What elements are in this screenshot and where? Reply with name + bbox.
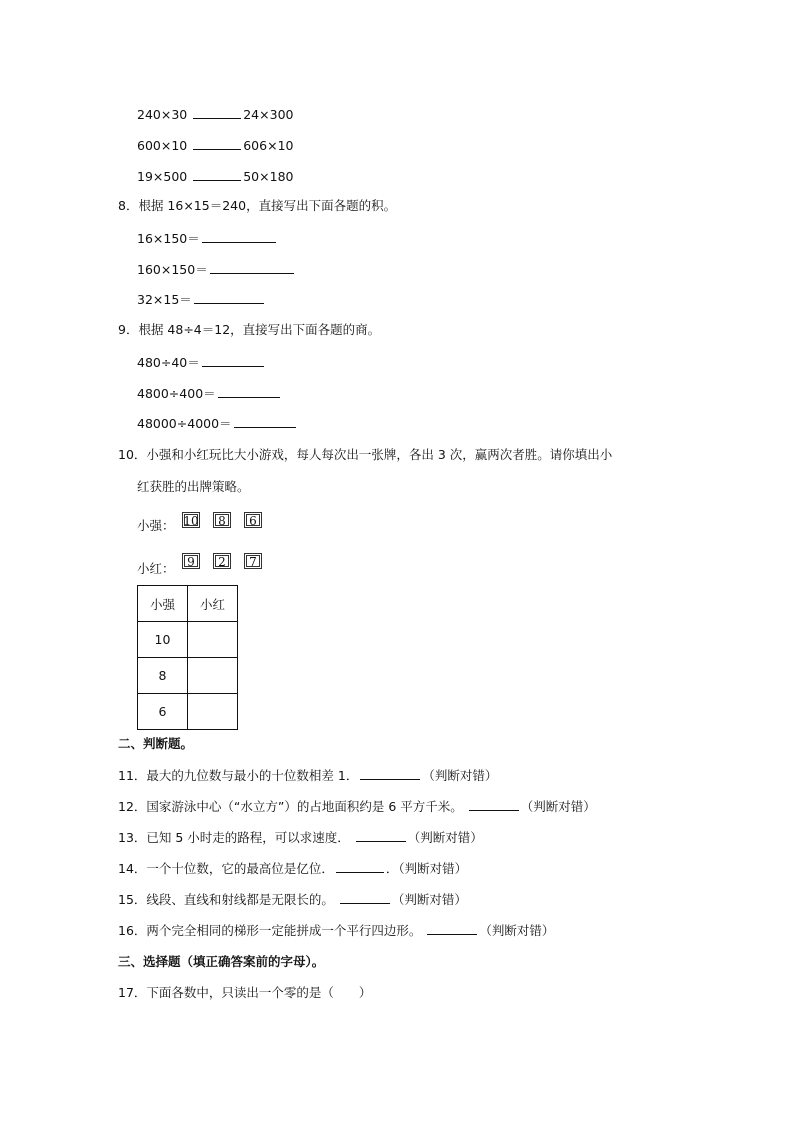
question-8-prompt: 8．根据 16×15＝240，直接写出下面各题的积。 bbox=[118, 198, 397, 213]
xiaohong-card: 9 bbox=[182, 553, 200, 569]
judgement-text: 11．最大的九位数与最小的十位数相差 1． bbox=[118, 768, 359, 783]
answer-blank[interactable] bbox=[193, 106, 241, 119]
comparison-row bbox=[137, 106, 293, 123]
judgement-item bbox=[118, 798, 596, 815]
answer-blank[interactable] bbox=[427, 922, 477, 935]
table-row bbox=[138, 694, 238, 730]
table-answer-cell[interactable] bbox=[188, 622, 238, 658]
judgement-suffix: （判断对错） bbox=[391, 892, 467, 907]
q9-item bbox=[137, 415, 298, 432]
section-3-title: 三、选择题（填正确答案前的字母）。 bbox=[118, 954, 325, 969]
table-row bbox=[138, 622, 238, 658]
answer-blank[interactable] bbox=[469, 798, 519, 811]
question-17: 17．下面各数中，只读出一个零的是（ ） bbox=[118, 985, 372, 1000]
q9-item-text: 48000÷4000＝ bbox=[137, 416, 232, 431]
comparison-right: 24×300 bbox=[243, 107, 294, 122]
answer-blank[interactable] bbox=[202, 230, 276, 243]
q8-item bbox=[137, 261, 296, 278]
xiaohong-label: 小红： bbox=[137, 561, 175, 576]
xiaoqiang-label: 小强： bbox=[137, 518, 175, 533]
comparison-right: 606×10 bbox=[243, 138, 294, 153]
judgement-text: 12．国家游泳中心（“水立方”）的占地面积约是 6 平方千米。 bbox=[118, 799, 463, 814]
comparison-row bbox=[137, 137, 293, 154]
judgement-text: 13．已知 5 小时走的路程，可以求速度． bbox=[118, 830, 350, 845]
question-9-prompt: 9．根据 48÷4＝12，直接写出下面各题的商。 bbox=[118, 322, 381, 337]
q9-item bbox=[137, 385, 282, 402]
table-header-cell: 小强 bbox=[138, 586, 188, 622]
q8-item-text: 160×150＝ bbox=[137, 262, 208, 277]
comparison-right: 50×180 bbox=[243, 169, 294, 184]
q9-item-text: 4800÷400＝ bbox=[137, 386, 216, 401]
judgement-suffix: （判断对错） bbox=[407, 830, 483, 845]
table-header-cell: 小红 bbox=[188, 586, 238, 622]
q8-item bbox=[137, 291, 266, 308]
section-2-title: 二、判断题。 bbox=[118, 736, 194, 751]
xiaohong-card: 7 bbox=[244, 553, 262, 569]
judgement-suffix: （判断对错） bbox=[422, 768, 498, 783]
table-cell: 6 bbox=[138, 694, 188, 730]
q8-item-text: 32×15＝ bbox=[137, 292, 192, 307]
question-10-prompt-line2: 红获胜的出牌策略。 bbox=[137, 479, 250, 494]
judgement-suffix: （判断对错） bbox=[479, 923, 555, 938]
comparison-left: 600×10 bbox=[137, 138, 188, 153]
q9-item-text: 480÷40＝ bbox=[137, 355, 200, 370]
judgement-item bbox=[118, 860, 467, 877]
comparison-left: 19×500 bbox=[137, 169, 188, 184]
judgement-text: 14．一个十位数，它的最高位是亿位． bbox=[118, 861, 334, 876]
question-10-prompt-line1: 10．小强和小红玩比大小游戏，每人每次出一张牌，各出 3 次，赢两次者胜。请你填出小 bbox=[118, 447, 613, 462]
table-cell: 10 bbox=[138, 622, 188, 658]
q8-item-text: 16×150＝ bbox=[137, 231, 200, 246]
table-cell: 8 bbox=[138, 658, 188, 694]
answer-blank[interactable] bbox=[202, 354, 264, 367]
comparison-left: 240×30 bbox=[137, 107, 188, 122]
answer-blank[interactable] bbox=[193, 137, 241, 150]
xiaoqiang-card: 10 bbox=[183, 514, 199, 528]
q9-item bbox=[137, 354, 266, 371]
answer-blank[interactable] bbox=[360, 767, 420, 780]
judgement-item bbox=[118, 922, 554, 939]
judgement-item bbox=[118, 891, 467, 908]
table-row bbox=[138, 658, 238, 694]
answer-blank[interactable] bbox=[356, 829, 406, 842]
answer-blank[interactable] bbox=[210, 261, 294, 274]
strategy-table bbox=[137, 585, 238, 730]
table-answer-cell[interactable] bbox=[188, 694, 238, 730]
answer-blank[interactable] bbox=[336, 860, 384, 873]
comparison-row bbox=[137, 168, 293, 185]
table-header-row bbox=[138, 586, 238, 622]
table-answer-cell[interactable] bbox=[188, 658, 238, 694]
judgement-suffix: ．（判断对错） bbox=[385, 861, 468, 876]
xiaoqiang-card: 6 bbox=[244, 512, 262, 528]
xiaoqiang-card: 8 bbox=[213, 512, 231, 528]
judgement-item bbox=[118, 829, 483, 846]
q8-item bbox=[137, 230, 278, 247]
judgement-text: 16．两个完全相同的梯形一定能拼成一个平行四边形。 bbox=[118, 923, 422, 938]
answer-blank[interactable] bbox=[193, 168, 241, 181]
judgement-suffix: （判断对错） bbox=[520, 799, 596, 814]
judgement-text: 15．线段、直线和射线都是无限长的。 bbox=[118, 892, 334, 907]
answer-blank[interactable] bbox=[234, 415, 296, 428]
answer-blank[interactable] bbox=[218, 385, 280, 398]
answer-blank[interactable] bbox=[340, 891, 390, 904]
xiaohong-card: 2 bbox=[213, 553, 231, 569]
judgement-item bbox=[118, 767, 497, 784]
answer-blank[interactable] bbox=[194, 291, 264, 304]
